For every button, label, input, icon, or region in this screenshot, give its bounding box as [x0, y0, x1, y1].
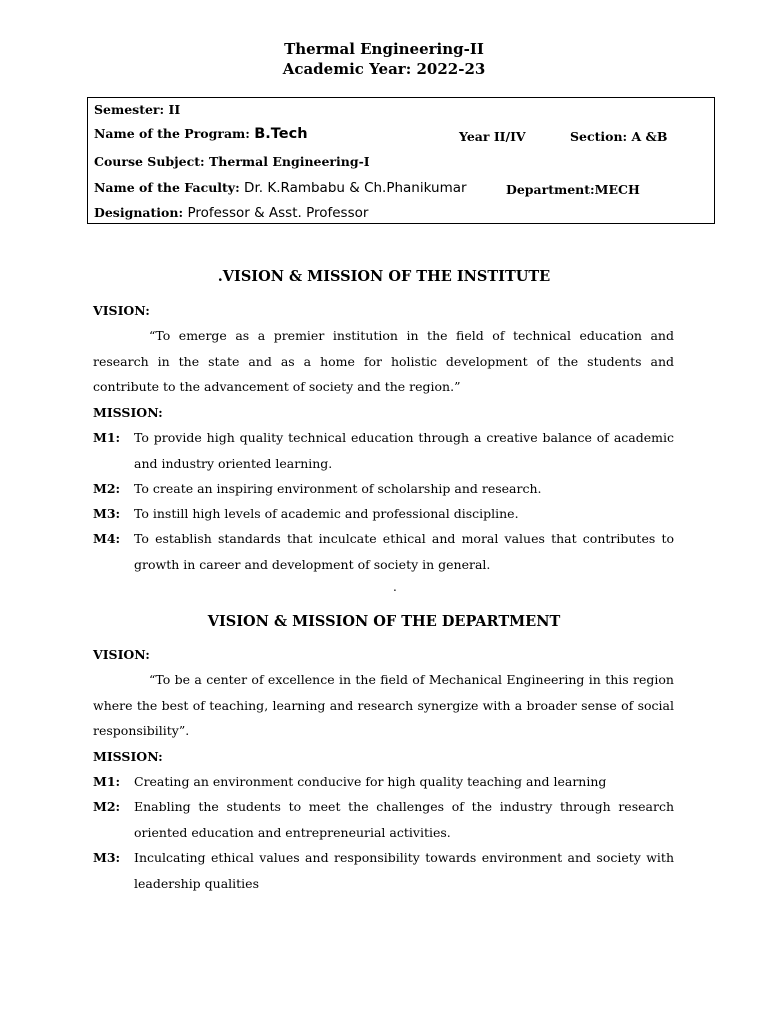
mission-key: M4:: [93, 531, 121, 546]
mission-text: To provide high quality technical education through a creative balance of academic and industry oriented learning.: [134, 430, 674, 471]
course-subject: Course Subject: Thermal Engineering-I: [94, 154, 370, 169]
mission-key: M3:: [93, 506, 121, 521]
faculty-value: Dr. K.Rambabu & Ch.Phanikumar: [244, 180, 467, 196]
program-row: [94, 126, 308, 146]
department-heading: VISION & MISSION OF THE DEPARTMENT: [207, 613, 561, 630]
institute-mission-item: [93, 425, 674, 476]
department-vision-text: “To be a center of excellence in the field of Mechanical Engineering in this region where the best of teaching, learning and research synergize with a broader sense of social responsibility”.: [93, 672, 674, 738]
mission-text: Creating an environment conducive for high quality teaching and learning: [134, 774, 607, 789]
designation-label: Designation:: [94, 205, 184, 220]
institute-vision-text: “To emerge as a premier institution in the field of technical education and research in the state and as a home for holistic development of the students and contribute to the advancement of society and the region.”: [93, 328, 674, 394]
section: Section: A &B: [570, 129, 668, 144]
year: Year II/IV: [459, 129, 526, 144]
document-title: Thermal Engineering-II: [284, 40, 484, 58]
institute-mission-label: MISSION:: [93, 405, 163, 420]
mission-key: M2:: [93, 799, 121, 814]
mission-text: Enabling the students to meet the challenges of the industry through research oriented education and entrepreneurial activities.: [134, 799, 674, 840]
mission-key: M1:: [93, 430, 121, 445]
academic-year: Academic Year: 2022-23: [282, 60, 486, 78]
mission-text: To establish standards that inculcate ethical and moral values that contributes to growth in career and development of society in general.: [134, 531, 674, 572]
institute-mission-item: [93, 501, 674, 527]
department-vision-label: VISION:: [93, 647, 150, 662]
mission-text: Inculcating ethical values and responsibility towards environment and society with leadership qualities: [134, 850, 674, 891]
institute-heading: .VISION & MISSION OF THE INSTITUTE: [217, 268, 551, 285]
department-mission-item: [93, 845, 674, 896]
mission-key: M1:: [93, 774, 121, 789]
designation-row: [94, 205, 368, 225]
department-mission-label: MISSION:: [93, 749, 163, 764]
separator-dot: .: [393, 580, 397, 594]
program-value: B.Tech: [254, 126, 308, 142]
institute-mission-item: [93, 476, 674, 502]
department-mission-item: [93, 769, 674, 795]
mission-key: M3:: [93, 850, 121, 865]
department-mission-item: [93, 794, 674, 845]
mission-text: To create an inspiring environment of scholarship and research.: [134, 481, 542, 496]
department: Department:MECH: [506, 182, 640, 197]
faculty-row: [94, 180, 467, 200]
mission-key: M2:: [93, 481, 121, 496]
institute-vision-label: VISION:: [93, 303, 150, 318]
mission-text: To instill high levels of academic and professional discipline.: [134, 506, 519, 521]
faculty-label: Name of the Faculty:: [94, 180, 240, 195]
program-label: Name of the Program:: [94, 126, 250, 141]
designation-value: Professor & Asst. Professor: [187, 205, 369, 221]
course-info-box: [87, 97, 715, 224]
semester: Semester: II: [94, 102, 181, 117]
institute-mission-item: [93, 526, 674, 577]
